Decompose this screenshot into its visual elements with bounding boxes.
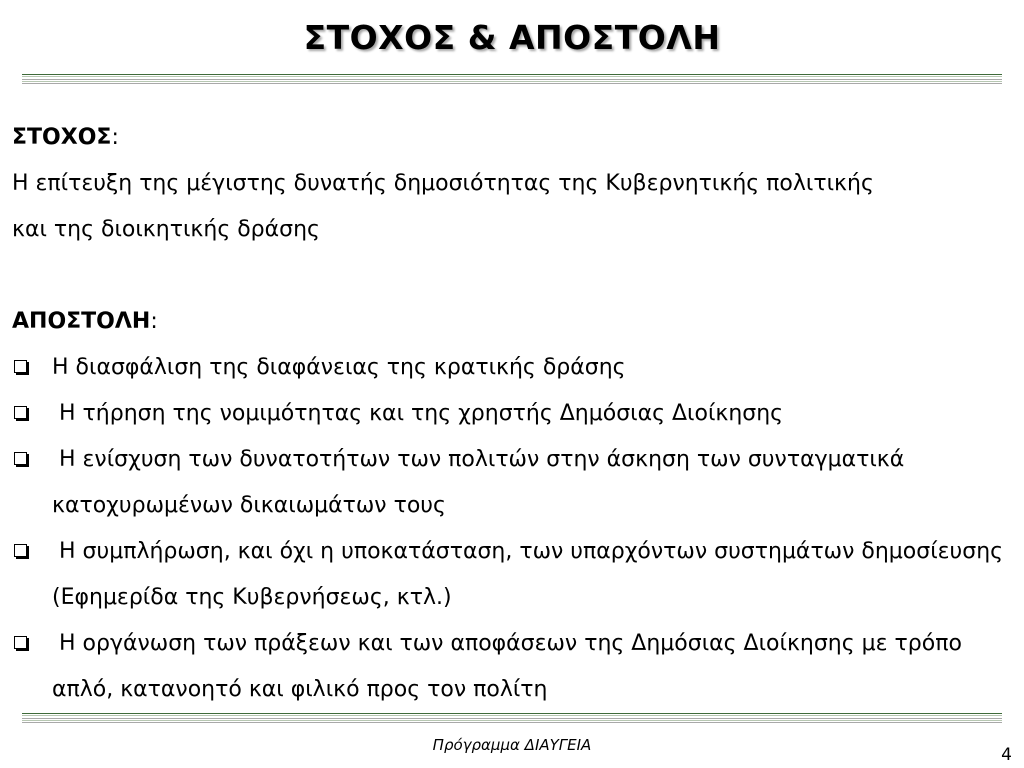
goal-colon: : <box>111 125 119 150</box>
mission-item-text: Η τήρηση της νομιμότητας και της χρηστής Δημόσιας Διοίκησης <box>52 401 784 426</box>
goal-heading-line <box>12 115 1012 161</box>
divider-line-grey <box>22 79 1002 80</box>
spacer <box>12 253 1012 299</box>
mission-item <box>12 391 1012 437</box>
checkbox-bullet-icon <box>14 636 27 649</box>
mission-item <box>12 621 1012 713</box>
mission-item <box>12 437 1012 529</box>
divider-line-light <box>22 715 1002 716</box>
divider-line-light <box>22 76 1002 77</box>
mission-colon: : <box>150 309 158 334</box>
checkbox-bullet-icon <box>14 544 27 557</box>
footer-program-name: Πρόγραμμα ΔΙΑΥΓΕΙΑ <box>432 736 592 754</box>
checkbox-bullet-icon <box>14 360 27 373</box>
mission-heading: ΑΠΟΣΤΟΛΗ <box>12 309 151 334</box>
goal-text-line-1: Η επίτευξη της μέγιστης δυνατής δημοσιότητας της Κυβερνητικής πολιτικής <box>12 171 874 196</box>
goal-text-line-2: και της διοικητικής δράσης <box>12 217 320 242</box>
mission-item-text: Η οργάνωση των πράξεων και των αποφάσεων της Δημόσιας Διοίκησης με τρόπο απλό, κατανοητό και φιλικό προς τον πολίτη <box>52 631 969 702</box>
mission-heading-line <box>12 299 1012 345</box>
page-number: 4 <box>1001 745 1012 765</box>
mission-item-text: Η ενίσχυση των δυνατοτήτων των πολιτών στην άσκηση των συνταγματικά κατοχυρωμένων δικαιωμάτων τους <box>52 447 912 518</box>
checkbox-bullet-icon <box>14 452 27 465</box>
divider-line-light <box>22 720 1002 721</box>
divider-line-grey <box>22 718 1002 719</box>
goal-heading: ΣΤΟΧΟΣ <box>12 125 112 150</box>
slide-title: ΣΤΟΧΟΣ & ΑΠΟΣΤΟΛΗ <box>303 18 721 57</box>
divider-line-dark <box>22 74 1002 75</box>
divider-line-grey <box>22 722 1002 723</box>
top-divider <box>22 74 1002 84</box>
checkbox-bullet-icon <box>14 406 27 419</box>
divider-line-grey <box>22 83 1002 84</box>
mission-item <box>12 345 1012 391</box>
slide-body <box>12 115 1012 713</box>
divider-line-dark <box>22 713 1002 714</box>
mission-item <box>12 529 1012 621</box>
mission-item-text: Η διασφάλιση της διαφάνειας της κρατικής δράσης <box>52 355 626 380</box>
divider-line-light <box>22 81 1002 82</box>
mission-item-text: Η συμπλήρωση, και όχι η υποκατάσταση, των υπαρχόντων συστημάτων δημοσίευσης (Εφημερίδα της Κυβερνήσεως, κτλ.) <box>52 539 1011 610</box>
bottom-divider <box>22 713 1002 723</box>
